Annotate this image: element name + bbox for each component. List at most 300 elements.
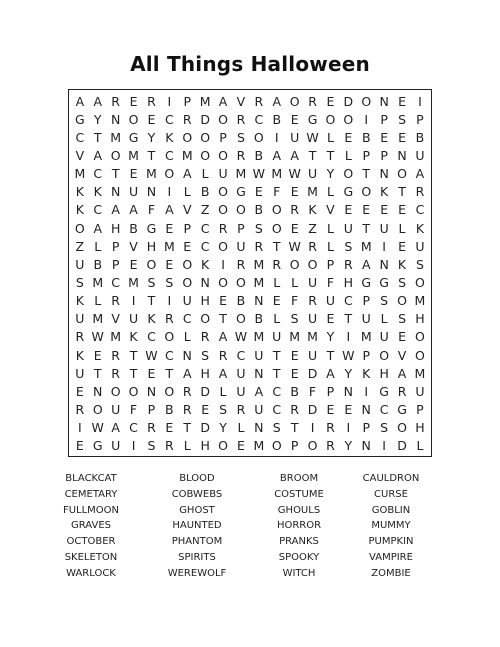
grid-letter[interactable]: R — [111, 93, 120, 109]
grid-letter[interactable]: F — [326, 275, 335, 290]
grid-letter[interactable]: R — [111, 293, 120, 309]
grid-letter[interactable]: A — [218, 93, 228, 109]
grid-letter[interactable]: R — [200, 329, 210, 345]
grid-letter[interactable]: O — [361, 93, 372, 109]
grid-letter[interactable]: O — [397, 420, 407, 436]
grid-letter[interactable]: R — [344, 256, 353, 272]
grid-letter[interactable]: R — [75, 402, 85, 418]
grid-letter[interactable]: E — [290, 365, 299, 381]
grid-letter[interactable]: O — [218, 202, 228, 218]
grid-letter[interactable]: S — [165, 275, 174, 290]
grid-letter[interactable]: N — [254, 365, 264, 381]
grid-letter[interactable]: P — [111, 256, 120, 272]
grid-letter[interactable]: D — [307, 402, 318, 418]
grid-letter[interactable]: E — [362, 202, 371, 218]
grid-letter[interactable]: B — [254, 147, 264, 163]
grid-letter[interactable]: R — [182, 383, 192, 399]
grid-letter[interactable]: O — [397, 166, 407, 182]
grid-letter[interactable]: K — [129, 329, 138, 345]
grid-letter[interactable]: U — [254, 402, 264, 418]
grid-letter[interactable]: N — [361, 438, 371, 454]
grid-letter[interactable]: O — [218, 147, 228, 163]
grid-letter[interactable]: I — [131, 293, 136, 309]
grid-letter[interactable]: T — [165, 365, 174, 381]
grid-letter[interactable]: D — [200, 111, 210, 127]
grid-letter[interactable]: L — [326, 184, 334, 200]
grid-letter[interactable]: U — [415, 238, 425, 254]
grid-letter[interactable]: C — [272, 383, 282, 399]
grid-letter[interactable]: L — [94, 238, 102, 254]
grid-letter[interactable]: U — [343, 220, 353, 236]
grid-letter[interactable]: W — [288, 166, 301, 182]
grid-letter[interactable]: P — [183, 220, 191, 236]
grid-letter[interactable]: G — [397, 402, 407, 418]
grid-letter[interactable]: C — [254, 111, 264, 127]
grid-letter[interactable]: U — [290, 129, 300, 145]
grid-letter[interactable]: F — [291, 293, 299, 309]
grid-letter[interactable]: M — [92, 311, 104, 327]
grid-letter[interactable]: O — [307, 438, 318, 454]
grid-letter[interactable]: E — [344, 402, 353, 418]
grid-letter[interactable]: U — [236, 365, 246, 381]
grid-letter[interactable]: U — [182, 293, 192, 309]
grid-letter[interactable]: O — [164, 166, 175, 182]
grid-letter[interactable]: B — [165, 402, 174, 418]
grid-letter[interactable]: I — [364, 383, 369, 399]
grid-letter[interactable]: Y — [219, 420, 227, 436]
grid-letter[interactable]: U — [307, 311, 318, 327]
grid-letter[interactable]: M — [253, 275, 265, 290]
grid-letter[interactable]: W — [91, 329, 104, 345]
grid-letter[interactable]: S — [272, 420, 281, 436]
grid-letter[interactable]: U — [236, 238, 246, 254]
grid-letter[interactable]: S — [219, 402, 227, 418]
grid-letter[interactable]: U — [236, 383, 246, 399]
grid-letter[interactable]: S — [398, 311, 406, 327]
grid-letter[interactable]: W — [252, 166, 266, 182]
grid-letter[interactable]: P — [147, 402, 156, 418]
grid-letter[interactable]: R — [308, 93, 317, 109]
grid-letter[interactable]: P — [326, 383, 335, 399]
grid-letter[interactable]: F — [308, 383, 317, 399]
grid-letter[interactable]: M — [360, 329, 372, 345]
grid-letter[interactable]: A — [165, 202, 174, 218]
grid-letter[interactable]: U — [75, 365, 85, 381]
grid-letter[interactable]: N — [254, 420, 264, 436]
grid-letter[interactable]: K — [75, 184, 84, 200]
grid-letter[interactable]: P — [380, 147, 388, 163]
grid-letter[interactable]: O — [271, 438, 282, 454]
grid-letter[interactable]: C — [200, 220, 210, 236]
grid-letter[interactable]: U — [415, 383, 425, 399]
grid-letter[interactable]: R — [254, 238, 264, 254]
grid-letter[interactable]: H — [146, 238, 157, 254]
grid-letter[interactable]: N — [379, 93, 389, 109]
grid-letter[interactable]: B — [93, 256, 103, 272]
grid-letter[interactable]: E — [398, 129, 406, 145]
grid-letter[interactable]: E — [201, 402, 210, 418]
grid-letter[interactable]: S — [147, 438, 156, 454]
grid-letter[interactable]: P — [111, 238, 120, 254]
grid-letter[interactable]: O — [110, 147, 121, 163]
grid-letter[interactable]: I — [382, 238, 386, 254]
grid-letter[interactable]: N — [397, 147, 407, 163]
grid-letter[interactable]: A — [415, 166, 425, 182]
grid-letter[interactable]: D — [200, 383, 210, 399]
grid-letter[interactable]: O — [236, 202, 246, 218]
grid-letter[interactable]: K — [75, 202, 84, 218]
grid-letter[interactable]: I — [131, 438, 136, 454]
grid-letter[interactable]: E — [290, 111, 299, 127]
grid-letter[interactable]: L — [94, 293, 102, 309]
grid-letter[interactable]: P — [380, 111, 388, 127]
grid-letter[interactable]: L — [273, 311, 281, 327]
grid-letter[interactable]: N — [379, 256, 389, 272]
grid-letter[interactable]: T — [111, 166, 120, 182]
grid-letter[interactable]: T — [398, 184, 406, 200]
grid-letter[interactable]: I — [364, 111, 369, 127]
grid-letter[interactable]: L — [326, 238, 334, 254]
grid-letter[interactable]: C — [272, 402, 282, 418]
grid-letter[interactable]: O — [218, 438, 228, 454]
grid-letter[interactable]: A — [272, 147, 282, 163]
grid-letter[interactable]: C — [236, 347, 246, 363]
grid-letter[interactable]: K — [397, 256, 407, 272]
grid-letter[interactable]: A — [182, 166, 192, 182]
grid-letter[interactable]: B — [254, 202, 264, 218]
grid-letter[interactable]: O — [146, 256, 157, 272]
grid-letter[interactable]: V — [75, 147, 85, 163]
grid-letter[interactable]: A — [218, 329, 228, 345]
grid-letter[interactable]: V — [182, 202, 192, 218]
grid-letter[interactable]: W — [342, 347, 355, 363]
grid-letter[interactable]: H — [415, 311, 425, 327]
grid-letter[interactable]: R — [182, 402, 192, 418]
grid-letter[interactable]: A — [111, 202, 120, 218]
grid-letter[interactable]: O — [415, 329, 425, 345]
grid-letter[interactable]: T — [326, 347, 335, 363]
grid-letter[interactable]: V — [129, 238, 138, 254]
grid-letter[interactable]: G — [75, 111, 85, 127]
grid-letter[interactable]: T — [129, 365, 138, 381]
grid-letter[interactable]: O — [415, 347, 425, 363]
grid-letter[interactable]: U — [307, 166, 318, 182]
grid-letter[interactable]: O — [253, 129, 264, 145]
grid-letter[interactable]: E — [290, 347, 299, 363]
grid-letter[interactable]: E — [254, 184, 263, 200]
grid-letter[interactable]: E — [272, 293, 281, 309]
grid-letter[interactable]: P — [362, 347, 370, 363]
grid-letter[interactable]: H — [415, 420, 425, 436]
grid-letter[interactable]: T — [362, 166, 371, 182]
grid-letter[interactable]: U — [325, 293, 336, 309]
grid-letter[interactable]: C — [200, 238, 210, 254]
grid-letter[interactable]: R — [111, 365, 120, 381]
grid-letter[interactable]: S — [147, 275, 156, 290]
grid-letter[interactable]: N — [361, 402, 371, 418]
grid-letter[interactable]: N — [343, 383, 354, 399]
grid-letter[interactable]: D — [307, 365, 318, 381]
grid-letter[interactable]: K — [147, 311, 156, 327]
grid-letter[interactable]: O — [397, 293, 407, 309]
grid-letter[interactable]: P — [416, 402, 424, 418]
grid-letter[interactable]: G — [236, 184, 246, 200]
grid-letter[interactable]: R — [236, 402, 246, 418]
grid-letter[interactable]: O — [271, 220, 282, 236]
grid-letter[interactable]: M — [128, 275, 139, 290]
grid-letter[interactable]: T — [147, 293, 156, 309]
grid-letter[interactable]: O — [218, 184, 228, 200]
grid-letter[interactable]: N — [182, 347, 192, 363]
grid-letter[interactable]: O — [361, 184, 372, 200]
grid-letter[interactable]: R — [147, 93, 156, 109]
grid-letter[interactable]: S — [201, 347, 210, 363]
grid-letter[interactable]: G — [128, 129, 139, 145]
grid-letter[interactable]: B — [254, 311, 264, 327]
grid-letter[interactable]: E — [344, 129, 353, 145]
grid-letter[interactable]: B — [290, 383, 299, 399]
grid-letter[interactable]: S — [398, 111, 406, 127]
grid-letter[interactable]: E — [129, 93, 138, 109]
grid-letter[interactable]: T — [362, 220, 371, 236]
grid-letter[interactable]: E — [93, 347, 102, 363]
grid-letter[interactable]: R — [308, 293, 317, 309]
grid-letter[interactable]: M — [92, 275, 104, 290]
grid-letter[interactable]: M — [74, 166, 86, 182]
grid-letter[interactable]: O — [289, 93, 300, 109]
grid-letter[interactable]: K — [75, 347, 84, 363]
grid-letter[interactable]: I — [310, 420, 315, 436]
grid-letter[interactable]: O — [379, 347, 390, 363]
grid-letter[interactable]: C — [111, 275, 120, 290]
grid-letter[interactable]: E — [398, 238, 406, 254]
grid-letter[interactable]: V — [236, 93, 246, 109]
grid-letter[interactable]: L — [273, 275, 281, 290]
grid-letter[interactable]: P — [183, 93, 191, 109]
grid-letter[interactable]: O — [182, 256, 193, 272]
grid-letter[interactable]: M — [163, 238, 175, 254]
grid-letter[interactable]: T — [93, 365, 102, 381]
grid-letter[interactable]: N — [379, 166, 389, 182]
grid-letter[interactable]: P — [290, 438, 299, 454]
grid-letter[interactable]: E — [165, 220, 174, 236]
grid-letter[interactable]: M — [271, 166, 283, 182]
grid-letter[interactable]: U — [307, 275, 318, 290]
grid-letter[interactable]: O — [415, 275, 425, 290]
grid-letter[interactable]: L — [344, 147, 352, 163]
grid-letter[interactable]: B — [129, 220, 138, 236]
grid-letter[interactable]: T — [147, 147, 156, 163]
grid-letter[interactable]: T — [272, 347, 281, 363]
grid-letter[interactable]: O — [271, 202, 282, 218]
grid-letter[interactable]: S — [290, 311, 299, 327]
grid-letter[interactable]: C — [164, 347, 174, 363]
grid-letter[interactable]: R — [236, 111, 246, 127]
grid-letter[interactable]: U — [254, 347, 264, 363]
grid-letter[interactable]: B — [236, 293, 246, 309]
grid-letter[interactable]: E — [75, 438, 84, 454]
grid-letter[interactable]: O — [289, 256, 300, 272]
grid-letter[interactable]: S — [236, 129, 245, 145]
grid-letter[interactable]: K — [415, 220, 425, 236]
grid-letter[interactable]: E — [326, 311, 335, 327]
grid-letter[interactable]: R — [236, 147, 246, 163]
grid-letter[interactable]: Y — [344, 365, 353, 381]
grid-letter[interactable]: C — [164, 147, 174, 163]
grid-letter[interactable]: T — [272, 365, 281, 381]
grid-letter[interactable]: M — [146, 166, 157, 182]
grid-letter[interactable]: P — [219, 129, 227, 145]
grid-letter[interactable]: E — [165, 256, 174, 272]
grid-letter[interactable]: S — [380, 293, 389, 309]
grid-letter[interactable]: U — [379, 220, 389, 236]
grid-letter[interactable]: C — [379, 402, 389, 418]
grid-letter[interactable]: C — [129, 420, 138, 436]
grid-letter[interactable]: N — [93, 383, 103, 399]
grid-letter[interactable]: B — [200, 184, 210, 200]
grid-letter[interactable]: B — [361, 129, 371, 145]
grid-letter[interactable]: L — [380, 311, 388, 327]
grid-letter[interactable]: E — [75, 383, 84, 399]
grid-letter[interactable]: K — [75, 293, 84, 309]
grid-letter[interactable]: Y — [326, 166, 335, 182]
grid-letter[interactable]: P — [362, 420, 370, 436]
grid-letter[interactable]: A — [111, 420, 120, 436]
grid-letter[interactable]: L — [326, 220, 334, 236]
grid-letter[interactable]: T — [129, 347, 138, 363]
grid-letter[interactable]: L — [416, 438, 424, 454]
grid-letter[interactable]: O — [164, 329, 175, 345]
grid-letter[interactable]: S — [415, 256, 424, 272]
grid-letter[interactable]: T — [344, 311, 353, 327]
grid-letter[interactable]: R — [218, 347, 228, 363]
grid-letter[interactable]: K — [165, 129, 174, 145]
grid-letter[interactable]: G — [307, 111, 318, 127]
grid-letter[interactable]: I — [167, 293, 172, 309]
grid-letter[interactable]: V — [326, 202, 335, 218]
grid-letter[interactable]: W — [288, 238, 301, 254]
grid-letter[interactable]: A — [254, 383, 264, 399]
grid-letter[interactable]: O — [218, 111, 228, 127]
grid-letter[interactable]: Z — [308, 220, 317, 236]
grid-letter[interactable]: R — [290, 202, 299, 218]
grid-letter[interactable]: M — [199, 93, 211, 109]
grid-letter[interactable]: I — [167, 93, 172, 109]
grid-letter[interactable]: U — [128, 184, 139, 200]
grid-letter[interactable]: O — [343, 111, 354, 127]
grid-letter[interactable]: E — [129, 166, 138, 182]
grid-letter[interactable]: C — [93, 202, 103, 218]
grid-letter[interactable]: E — [326, 93, 335, 109]
grid-letter[interactable]: R — [254, 93, 264, 109]
grid-letter[interactable]: M — [128, 147, 139, 163]
grid-letter[interactable]: A — [182, 365, 192, 381]
grid-letter[interactable]: I — [78, 420, 82, 436]
grid-letter[interactable]: U — [415, 147, 425, 163]
grid-letter[interactable]: H — [343, 275, 354, 290]
grid-letter[interactable]: E — [219, 293, 227, 309]
grid-letter[interactable]: N — [200, 275, 210, 290]
grid-letter[interactable]: S — [75, 275, 84, 290]
grid-letter[interactable]: S — [344, 238, 353, 254]
grid-letter[interactable]: M — [414, 293, 426, 309]
grid-letter[interactable]: C — [164, 111, 174, 127]
grid-letter[interactable]: O — [164, 383, 175, 399]
grid-letter[interactable]: T — [183, 420, 192, 436]
grid-letter[interactable]: O — [236, 275, 246, 290]
grid-letter[interactable]: S — [398, 275, 406, 290]
grid-letter[interactable]: N — [146, 383, 157, 399]
grid-letter[interactable]: D — [397, 438, 407, 454]
grid-letter[interactable]: M — [289, 329, 301, 345]
grid-letter[interactable]: U — [379, 329, 389, 345]
grid-letter[interactable]: M — [360, 238, 372, 254]
grid-letter[interactable]: L — [291, 275, 299, 290]
grid-letter[interactable]: M — [110, 329, 122, 345]
grid-letter[interactable]: H — [200, 365, 210, 381]
grid-letter[interactable]: Y — [326, 329, 335, 345]
grid-letter[interactable]: C — [93, 166, 103, 182]
grid-letter[interactable]: A — [75, 93, 85, 109]
grid-letter[interactable]: O — [343, 166, 354, 182]
grid-letter[interactable]: K — [201, 256, 210, 272]
grid-letter[interactable]: T — [272, 238, 281, 254]
grid-letter[interactable]: L — [183, 329, 191, 345]
grid-letter[interactable]: A — [326, 365, 335, 381]
grid-letter[interactable]: G — [361, 275, 372, 290]
grid-letter[interactable]: E — [398, 93, 406, 109]
grid-letter[interactable]: L — [219, 383, 227, 399]
grid-letter[interactable]: U — [75, 311, 85, 327]
grid-letter[interactable]: U — [111, 438, 121, 454]
grid-letter[interactable]: Y — [344, 438, 353, 454]
grid-letter[interactable]: R — [165, 438, 174, 454]
grid-letter[interactable]: O — [92, 402, 103, 418]
grid-letter[interactable]: R — [326, 420, 335, 436]
grid-letter[interactable]: P — [362, 147, 370, 163]
grid-letter[interactable]: Z — [75, 238, 85, 254]
grid-letter[interactable]: M — [181, 147, 193, 163]
grid-letter[interactable]: L — [183, 184, 191, 200]
grid-letter[interactable]: I — [221, 256, 225, 272]
grid-letter[interactable]: O — [182, 129, 193, 145]
grid-letter[interactable]: M — [307, 329, 318, 345]
grid-letter[interactable]: F — [147, 202, 156, 218]
grid-letter[interactable]: O — [236, 311, 246, 327]
grid-letter[interactable]: M — [253, 438, 265, 454]
grid-letter[interactable]: G — [379, 275, 389, 290]
grid-letter[interactable]: R — [415, 184, 425, 200]
grid-letter[interactable]: D — [200, 420, 210, 436]
grid-letter[interactable]: R — [75, 329, 85, 345]
grid-letter[interactable]: A — [93, 147, 103, 163]
grid-letter[interactable]: E — [380, 129, 389, 145]
grid-letter[interactable]: F — [273, 184, 281, 200]
grid-letter[interactable]: H — [200, 293, 210, 309]
grid-letter[interactable]: E — [129, 256, 138, 272]
grid-letter[interactable]: L — [201, 166, 209, 182]
grid-letter[interactable]: L — [183, 438, 191, 454]
grid-letter[interactable]: G — [146, 220, 157, 236]
grid-letter[interactable]: E — [165, 420, 174, 436]
grid-letter[interactable]: D — [343, 93, 354, 109]
grid-letter[interactable]: K — [93, 184, 102, 200]
grid-letter[interactable]: U — [75, 256, 85, 272]
grid-letter[interactable]: Y — [93, 111, 102, 127]
grid-letter[interactable]: K — [380, 184, 389, 200]
grid-letter[interactable]: H — [110, 220, 121, 236]
grid-letter[interactable]: P — [416, 111, 424, 127]
